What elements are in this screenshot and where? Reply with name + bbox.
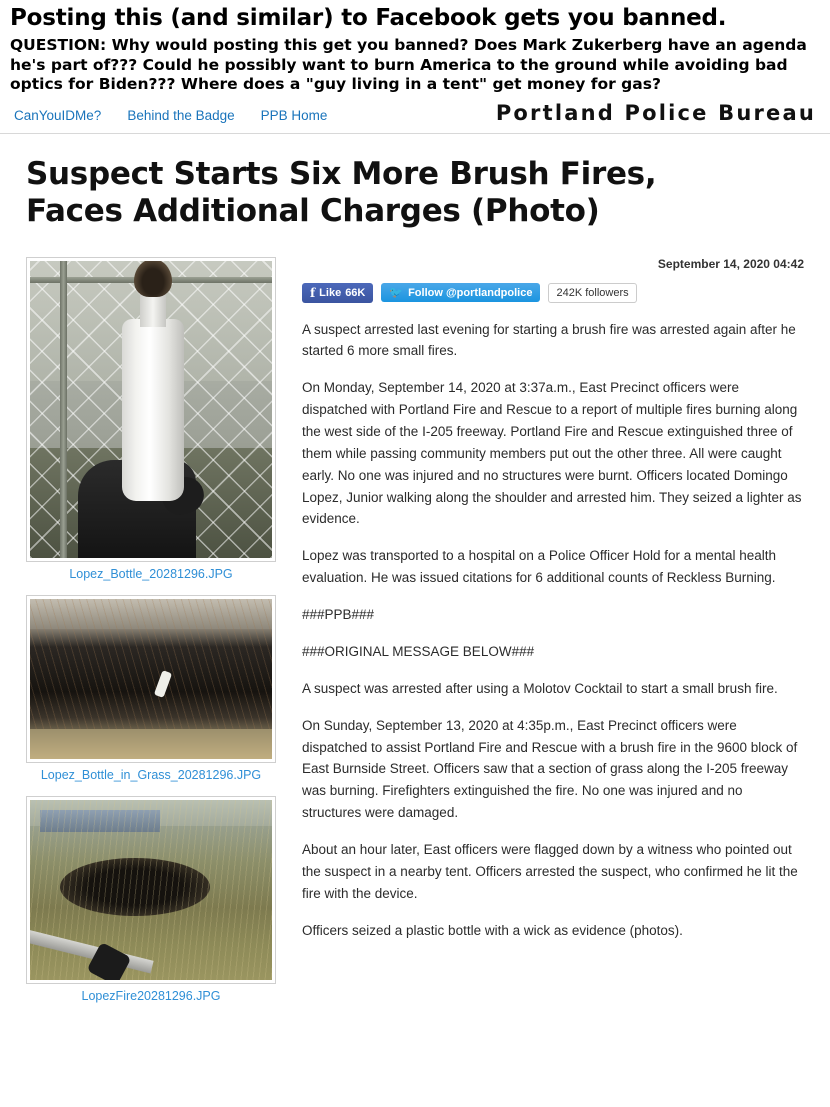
nav-item-behind-the-badge[interactable]: Behind the Badge: [127, 108, 235, 124]
article-timestamp: September 14, 2020 04:42: [657, 256, 804, 271]
article-paragraph: A suspect was arrested after using a Molotov Cocktail to start a small brush fire.: [302, 680, 778, 696]
content-row: [26, 257, 804, 1017]
article-paragraph: Officers seized a plastic bottle with a wick as evidence (photos).: [302, 922, 683, 938]
annotation-question: QUESTION: Why would posting this get you banned? Does Mark Zukerberg have an agenda he's part of??? Could he possibly want to burn America to the ground while avoiding bad optics for Biden??? Where does a "guy living in a tent" get money for gas?: [10, 35, 807, 94]
photo-caption-bottle[interactable]: Lopez_Bottle_20281296.JPG: [69, 566, 233, 581]
photo-item-bottle: [26, 257, 276, 581]
article-paragraph: ###PPB###: [302, 607, 375, 623]
burnt-wick: [134, 261, 172, 297]
facebook-icon: f: [310, 285, 316, 300]
site-header: [0, 101, 830, 134]
photo-caption-bottle-in-grass[interactable]: Lopez_Bottle_in_Grass_20281296.JPG: [40, 767, 262, 782]
article-paragraph: A suspect arrested last evening for starting a brush fire was arrested again after he started 6 more small fires.: [302, 321, 796, 359]
article-column: [302, 257, 804, 957]
facebook-like-button[interactable]: [302, 283, 373, 303]
photo-caption-fire-scene[interactable]: LopezFire20281296.JPG: [81, 988, 221, 1003]
twitter-bird-icon: 🐦: [389, 287, 404, 300]
photo-burnt-grass-image: [30, 599, 272, 759]
photo-column: [26, 257, 276, 1017]
article-paragraph: About an hour later, East officers were flagged down by a witness who pointed out the suspect in a nearby tent. Officers arrested the suspect, who confirmed he lit the fire with the device.: [302, 841, 798, 901]
photo-frame-fire-scene[interactable]: [26, 796, 276, 984]
photo-frame-bottle[interactable]: [26, 257, 276, 562]
dirt-strip: [30, 729, 272, 759]
site-brand-title: Portland Police Bureau: [495, 101, 816, 126]
photo-item-fire-scene: [26, 796, 276, 1003]
social-share-row: [302, 283, 804, 303]
twitter-follow-label: Follow @portlandpolice: [408, 286, 533, 299]
photo-bottle-image: [30, 261, 272, 558]
annotation-headline: Posting this (and similar) to Facebook gets you banned.: [10, 5, 727, 31]
nav-item-ppb-home[interactable]: PPB Home: [260, 108, 328, 124]
facebook-like-label: Like: [319, 286, 342, 299]
photo-fire-scene-image: [30, 800, 272, 980]
fence-post: [60, 261, 67, 558]
article-paragraph: On Monday, September 14, 2020 at 3:37a.m., East Precinct officers were dispatched with Portland Fire and Rescue to a report of multiple fires burning along the west side of the I-205 freeway. Portland Fire and Rescue extinguished three of them while passing community members put out the other three. All were caught early. No one was injured and no structures were burnt. Officers located Domingo Lopez, Junior walking along the shoulder and arrested him. They seized a lighter as evidence.: [302, 380, 802, 527]
twitter-follow-button[interactable]: [381, 283, 540, 302]
annotation-block: [0, 0, 830, 95]
photo-item-bottle-in-grass: [26, 595, 276, 782]
plastic-bottle: [122, 319, 184, 501]
main-navigation: [14, 108, 327, 125]
article-paragraph: On Sunday, September 13, 2020 at 4:35p.m., East Precinct officers were dispatched to assist Portland Fire and Rescue with a brush fire in the 9600 block of East Burnside Street. Officers saw that a section of grass along the I-205 freeway was burning. Firefighters extinguished the fire. No one was injured and no structures were damaged.: [302, 717, 798, 821]
page-title: Suspect Starts Six More Brush Fires, Faces Additional Charges (Photo): [26, 156, 657, 230]
article-paragraph: Lopez was transported to a hospital on a Police Officer Hold for a mental health evaluation. He was issued citations for 6 additional counts of Reckless Burning.: [302, 548, 777, 586]
photo-frame-bottle-in-grass[interactable]: [26, 595, 276, 763]
facebook-like-count: 66K: [345, 286, 366, 299]
article-paragraph: ###ORIGINAL MESSAGE BELOW###: [302, 643, 535, 659]
page-body: [0, 134, 830, 1016]
nav-item-canyouidme[interactable]: CanYouIDMe?: [14, 108, 102, 124]
twitter-followers-count[interactable]: 242K followers: [548, 283, 636, 303]
